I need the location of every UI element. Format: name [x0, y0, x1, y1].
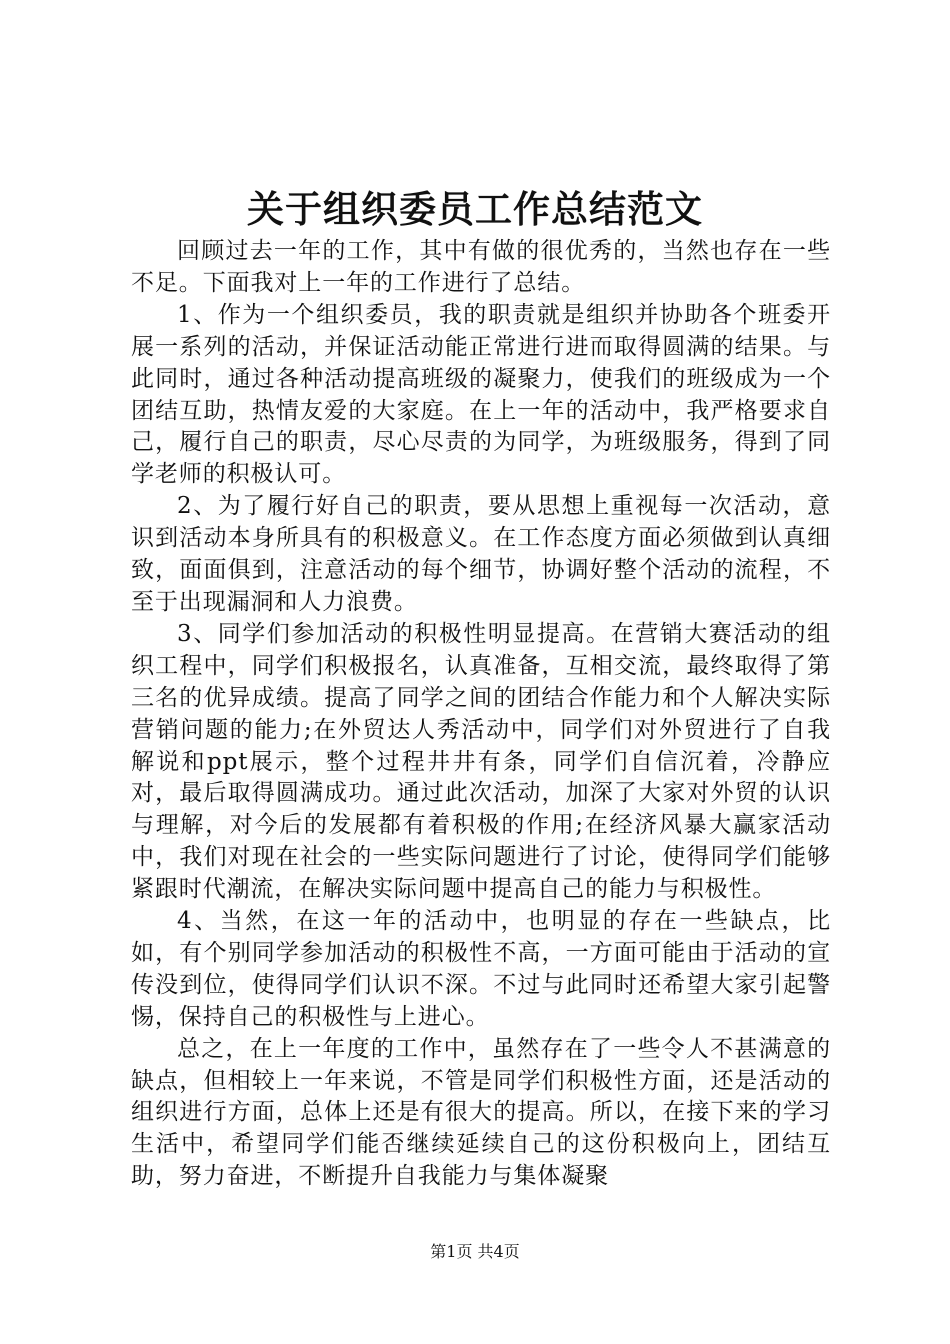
- document-title: 关于组织委员工作总结范文: [247, 187, 703, 231]
- document-body: [131, 236, 831, 1193]
- paragraph-2: 2、为了履行好自己的职责，要从思想上重视每一次活动，意识到活动本身所具有的积极意义。在工作态度方面必须做到认真细致，面面俱到，注意活动的每个细节，协调好整个活动的流程，不至于出现漏洞和人力浪费。: [131, 493, 831, 615]
- page-footer: 第1页 共4页: [430, 1242, 520, 1261]
- paragraph-conclusion: 总之，在上一年度的工作中，虽然存在了一些令人不甚满意的缺点，但相较上一年来说，不管是同学们积极性方面，还是活动的组织进行方面，总体上还是有很大的提高。所以，在接下来的学习生活中，希望同学们能否继续延续自己的这份积极向上，团结互助，努力奋进，不断提升自我能力与集体凝聚: [131, 1035, 831, 1190]
- paragraph-3: 3、同学们参加活动的积极性明显提高。在营销大赛活动的组织工程中，同学们积极报名，认真准备，互相交流，最终取得了第三名的优异成绩。提高了同学之间的团结合作能力和个人解决实际营销问题的能力;在外贸达人秀活动中，同学们对外贸进行了自我解说和ppt展示，整个过程井井有条，同学们自信沉着，冷静应对，最后取得圆满成功。通过此次活动，加深了大家对外贸的认识与理解，对今后的发展都有着积极的作用;在经济风暴大赢家活动中，我们对现在社会的一些实际问题进行了讨论，使得同学们能够紧跟时代潮流，在解决实际问题中提高自己的能力与积极性。: [131, 620, 831, 903]
- paragraph-4: 4、当然，在这一年的活动中，也明显的存在一些缺点，比如，有个别同学参加活动的积极性不高，一方面可能由于活动的宣传没到位，使得同学们认识不深。不过与此同时还希望大家引起警惕，保持自己的积极性与上进心。: [131, 908, 831, 1030]
- paragraph-1: 1、作为一个组织委员，我的职责就是组织并协助各个班委开展一系列的活动，并保证活动能正常进行进而取得圆满的结果。与此同时，通过各种活动提高班级的凝聚力，使我们的班级成为一个团结互助，热情友爱的大家庭。在上一年的活动中，我严格要求自己，履行自己的职责，尽心尽责的为同学，为班级服务，得到了同学老师的积极认可。: [131, 301, 831, 488]
- paragraph-intro: 回顾过去一年的工作，其中有做的很优秀的，当然也存在一些不足。下面我对上一年的工作进行了总结。: [131, 238, 831, 296]
